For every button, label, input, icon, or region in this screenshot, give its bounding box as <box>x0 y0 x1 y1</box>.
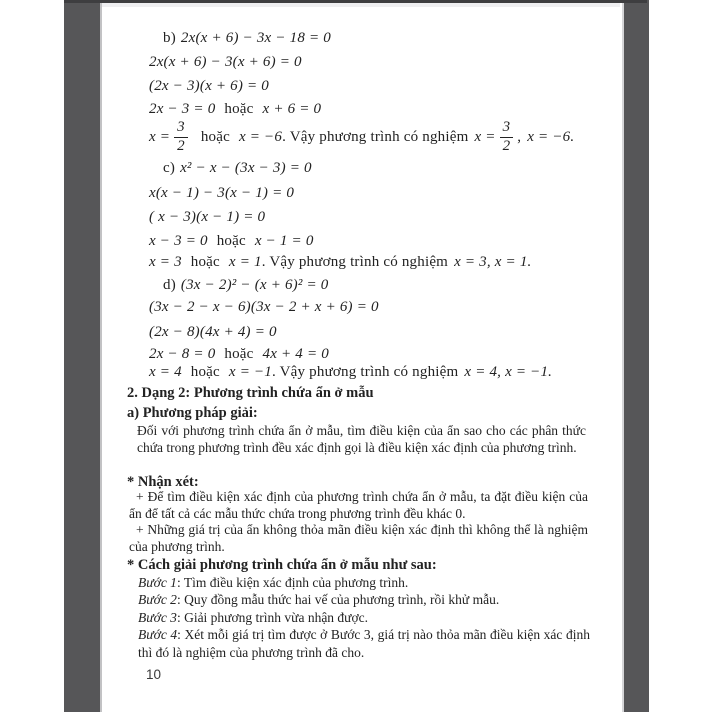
step-text: : Tìm điều kiện xác định của phương trình. <box>176 575 409 590</box>
or-word: hoặc <box>224 346 254 362</box>
equation-text: x + 6 = 0 <box>262 101 322 117</box>
conclusion-line-d <box>149 360 552 384</box>
note-label: * Nhận xét: <box>127 474 199 490</box>
or-word: hoặc <box>190 254 220 270</box>
solution-label-b: b) <box>163 30 176 46</box>
book-edge-right <box>622 0 649 712</box>
note-item-2: + Những giá trị của ẩn không thỏa mãn điều kiện xác định thì không thể là nghiệm của phương trình. <box>129 522 588 554</box>
solution-label-c: c) <box>163 160 176 176</box>
step-label: Bước 2 <box>138 592 177 608</box>
step-label: Bước 3 <box>138 609 177 625</box>
or-word: hoặc <box>200 128 230 145</box>
solution-label-d: d) <box>163 277 176 293</box>
fraction <box>500 120 514 155</box>
equation-text: x = 4 <box>149 364 182 380</box>
conclusion-text: . Vậy phương trình có nghiệm <box>272 364 459 380</box>
step-1 <box>138 574 590 591</box>
step-label: Bước 1 <box>138 575 177 590</box>
separator: , <box>517 128 522 145</box>
or-word: hoặc <box>224 101 254 117</box>
equation-text: x(x − 1) − 3(x − 1) = 0 <box>149 185 295 201</box>
equation-text: x = 3 <box>149 254 182 270</box>
fraction-numerator: 3 <box>174 120 188 138</box>
steps-list <box>138 574 590 661</box>
page-number: 10 <box>146 667 162 682</box>
step-2 <box>138 591 590 608</box>
equation-line-d1 <box>163 273 329 297</box>
method-label: a) Phương pháp giải: <box>127 405 258 421</box>
step-3 <box>138 609 590 626</box>
or-word: hoặc <box>216 233 246 249</box>
method-paragraph: Đối với phương trình chứa ẩn ở mẫu, tìm điều kiện của ẩn sao cho các phân thức chứa trong phương trình đều xác định gọi là điều kiện xác định của phương trình. <box>137 423 586 456</box>
equation-text: x = <box>149 128 171 145</box>
equation-line-b1 <box>163 26 331 50</box>
conclusion-line-c <box>149 250 531 274</box>
step-text: : Giải phương trình vừa nhận được. <box>176 609 369 625</box>
equation-text: x = 1 <box>228 254 262 270</box>
fraction <box>174 120 188 155</box>
equation-text: x − 1 = 0 <box>254 233 314 249</box>
page-content <box>102 0 620 712</box>
equation-line-c1 <box>163 156 312 180</box>
equation-text: x − 3 = 0 <box>149 233 208 249</box>
fraction-denominator: 2 <box>177 137 185 154</box>
equation-text: 2x(x + 6) − 3(x + 6) = 0 <box>149 54 302 70</box>
equation-text: x = −6. <box>527 128 575 145</box>
equation-text: 2x − 8 = 0 <box>149 346 216 362</box>
equation-text: ( x − 3)(x − 1) = 0 <box>149 209 266 225</box>
equation-text: 2x − 3 = 0 <box>149 101 216 117</box>
equation-text: 2x(x + 6) − 3x − 18 = 0 <box>180 30 331 46</box>
fraction-denominator: 2 <box>502 137 511 154</box>
step-label: Bước 4 <box>138 627 178 643</box>
equation-line-b3 <box>149 74 269 98</box>
equation-line-b2 <box>149 50 302 74</box>
equation-text: x = 4, x = −1. <box>464 364 553 380</box>
fraction-numerator: 3 <box>500 120 514 138</box>
equation-text: x = −6 <box>238 128 283 145</box>
equation-text: (3x − 2 − x − 6)(3x − 2 + x + 6) = 0 <box>149 299 379 315</box>
equation-text: 4x + 4 = 0 <box>262 346 329 362</box>
equation-text: x² − x − (3x − 3) = 0 <box>180 160 312 176</box>
equation-text: x = 3, x = 1. <box>454 254 532 270</box>
step-text: : Quy đồng mẫu thức hai vế của phương trình, rồi khử mẫu. <box>176 592 500 608</box>
equation-line-d3 <box>149 320 277 344</box>
conclusion-text: . Vậy phương trình có nghiệm <box>282 128 469 145</box>
section-heading: 2. Dạng 2: Phương trình chứa ẩn ở mẫu <box>127 385 374 401</box>
equation-line-c3 <box>149 205 265 229</box>
equation-text: x = <box>474 128 496 145</box>
equation-text: (2x − 8)(4x + 4) = 0 <box>149 324 277 340</box>
step-text: : Xét mỗi giá trị tìm được ở Bước 3, giá trị nào thỏa mãn điều kiện xác định thì đó là nghiệm của phương trình đã cho. <box>138 627 590 660</box>
equation-text: (2x − 3)(x + 6) = 0 <box>149 78 269 94</box>
equation-text: x = −1 <box>228 364 273 380</box>
book-edge-left <box>64 0 102 712</box>
or-word: hoặc <box>190 364 220 380</box>
note-item-1: + Để tìm điều kiện xác định của phương trình chứa ẩn ở mẫu, ta đặt điều kiện của ẩn để tất cả các mẫu thức chứa trong phương trình đều khác 0. <box>129 489 588 521</box>
equation-line-d2 <box>149 295 379 319</box>
step-4 <box>138 626 590 661</box>
steps-label: * Cách giải phương trình chứa ẩn ở mẫu như sau: <box>127 557 437 573</box>
conclusion-line-b <box>149 114 574 160</box>
equation-text: (3x − 2)² − (x + 6)² = 0 <box>180 277 329 293</box>
equation-line-c2 <box>149 181 294 205</box>
conclusion-text: . Vậy phương trình có nghiệm <box>261 254 449 270</box>
